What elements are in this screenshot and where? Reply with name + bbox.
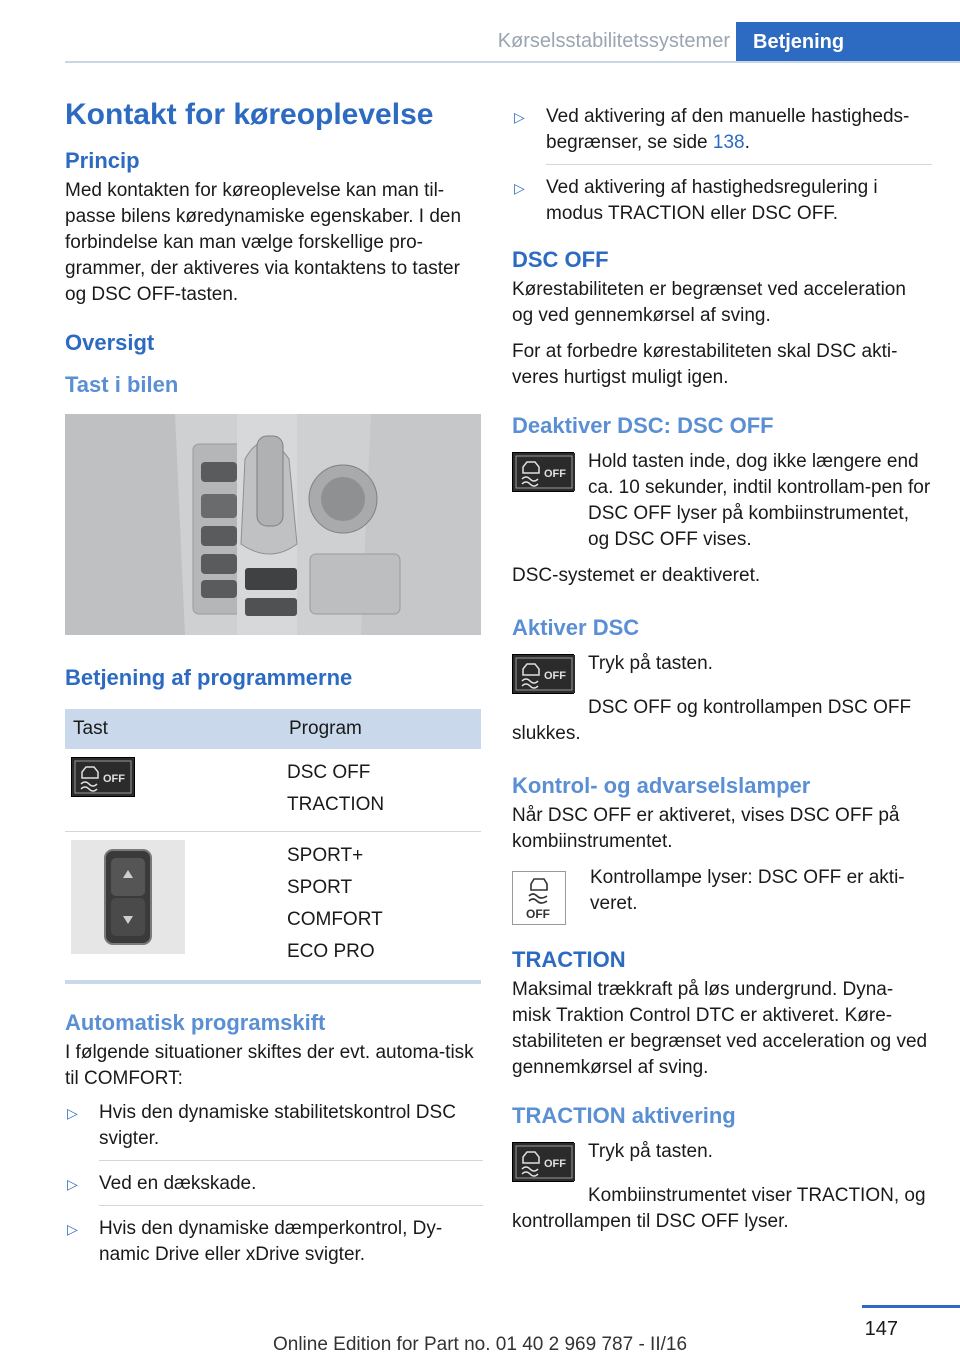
activate-text: Tryk på tasten. bbox=[588, 653, 713, 674]
table-header-program: Program bbox=[281, 709, 481, 749]
svg-text:OFF: OFF bbox=[544, 1158, 566, 1170]
table-row bbox=[65, 832, 481, 979]
overview-heading: Oversigt bbox=[65, 330, 155, 355]
program-sport-plus: SPORT+ bbox=[287, 845, 364, 866]
auto-list bbox=[65, 1100, 483, 1268]
program-comfort: COMFORT bbox=[287, 909, 383, 930]
dsc-off-button-icon bbox=[71, 757, 135, 797]
header-tab: Betjening bbox=[736, 22, 960, 62]
svg-text:OFF: OFF bbox=[526, 907, 550, 921]
deactivate-text: Hold tasten inde, dog ikke længere end ca. 10 sekunder, indtil kontrollam-pen for DSC OFF lyser på kombiinstrumentet, og DSC OFF vises. bbox=[588, 451, 931, 550]
right-column bbox=[512, 104, 932, 1245]
center-console-photo bbox=[65, 414, 481, 635]
program-traction: TRACTION bbox=[287, 794, 385, 815]
list-divider bbox=[99, 1205, 483, 1206]
triangle-bullet-icon: ▷ bbox=[514, 180, 525, 196]
header-rule bbox=[65, 61, 960, 63]
principle-text: Med kontakten for køreoplevelse kan man til-passe bilens køredynamiske egenskaber. I den forbindelse kan man vælge forskellige pro-grammer, der aktiveres via kontaktens to taster og DSC OFF-tasten. bbox=[65, 180, 462, 305]
lamps-text: Når DSC OFF er aktiveret, vises DSC OFF på kombiinstrumentet. bbox=[512, 805, 900, 852]
edition-footer: Online Edition for Part no. 01 40 2 969 787 - II/16 bbox=[272, 1334, 688, 1355]
program-dsc-off: DSC OFF bbox=[287, 762, 371, 783]
list-item: ▷ Ved aktivering af den manuelle hastigheds-begrænser, se side 138. bbox=[514, 106, 910, 153]
list-item: ▷ Ved aktivering af hastighedsregulering i modus TRACTION eller DSC OFF. bbox=[514, 177, 878, 224]
dsc-off-text-2: For at forbedre kørestabiliteten skal DSC akti-veres hurtigst muligt igen. bbox=[512, 341, 898, 388]
triangle-bullet-icon: ▷ bbox=[67, 1105, 78, 1121]
list-item: ▷ Hvis den dynamiske stabilitetskontrol DSC svigter. bbox=[67, 1102, 456, 1149]
deactivate-heading: Deaktiver DSC: DSC OFF bbox=[512, 413, 774, 438]
traction-activation-text: Tryk på tasten. bbox=[588, 1141, 713, 1162]
page-link[interactable]: 138 bbox=[712, 132, 745, 153]
triangle-bullet-icon: ▷ bbox=[67, 1176, 78, 1192]
lamps-heading: Kontrol- og advarselslamper bbox=[512, 773, 811, 798]
triangle-bullet-icon: ▷ bbox=[67, 1221, 78, 1237]
dsc-off-warning-lamp-icon bbox=[512, 871, 566, 925]
traction-activation-heading: TRACTION aktivering bbox=[512, 1103, 736, 1128]
svg-text:OFF: OFF bbox=[544, 670, 566, 682]
table-cell-key bbox=[65, 749, 281, 832]
traction-activation-block bbox=[512, 1139, 932, 1183]
dsc-off-button-icon bbox=[512, 1142, 574, 1182]
list-item: ▷ Hvis den dynamiske dæmperkontrol, Dy-namic Drive eller xDrive svigter. bbox=[67, 1218, 443, 1265]
dsc-off-heading: DSC OFF bbox=[512, 247, 609, 272]
lamp-block bbox=[512, 865, 932, 925]
program-sport: SPORT bbox=[287, 877, 353, 898]
programs-heading: Betjening af programmerne bbox=[65, 665, 353, 690]
list-divider bbox=[99, 1160, 483, 1161]
auto-heading: Automatisk programskift bbox=[65, 1010, 326, 1035]
deactivate-text-2: DSC-systemet er deaktiveret. bbox=[512, 565, 761, 586]
page-title: Kontakt for køreoplevelse bbox=[65, 98, 434, 131]
table-bottom-rule bbox=[65, 980, 481, 984]
table-cell-key bbox=[65, 832, 281, 979]
auto-text: I følgende situationer skiftes der evt. automa-tisk til COMFORT: bbox=[65, 1042, 474, 1089]
traction-activation-text-2: Kombiinstrumentet viser TRACTION, og kontrollampen til DSC OFF lyser. bbox=[512, 1185, 926, 1232]
traction-heading: TRACTION bbox=[512, 947, 626, 972]
button-heading: Tast i bilen bbox=[65, 372, 179, 397]
traction-text: Maksimal trækkraft på løs undergrund. Dyna-misk Traktion Control DTC er aktiveret. Køre-stabiliteten er begrænset ved acceleration og ved gennemkørsel af sving. bbox=[512, 979, 928, 1078]
page-number: 147 bbox=[864, 1318, 898, 1340]
triangle-bullet-icon: ▷ bbox=[514, 109, 525, 125]
left-column bbox=[65, 98, 483, 1280]
list-divider bbox=[546, 164, 932, 165]
dsc-off-button-icon bbox=[512, 452, 574, 492]
dsc-off-button-icon bbox=[512, 654, 574, 694]
activate-text-2: DSC OFF og kontrollampen DSC OFF slukkes. bbox=[512, 697, 912, 744]
speed-list bbox=[512, 104, 932, 227]
programs-table bbox=[65, 709, 481, 978]
rocker-switch-icon bbox=[71, 840, 185, 954]
footer-rule bbox=[862, 1305, 960, 1308]
table-row bbox=[65, 749, 481, 832]
list-item: ▷ Ved en dækskade. bbox=[65, 1171, 483, 1197]
table-header-row bbox=[65, 709, 481, 749]
activate-block bbox=[512, 651, 932, 695]
deactivate-block bbox=[512, 449, 932, 553]
principle-heading: Princip bbox=[65, 148, 140, 173]
header-section-title: Kørselsstabilitetssystemer bbox=[497, 30, 730, 52]
program-eco-pro: ECO PRO bbox=[287, 941, 375, 962]
svg-text:OFF: OFF bbox=[544, 468, 566, 480]
lamp-text: Kontrollampe lyser: DSC OFF er akti-veret. bbox=[590, 867, 905, 914]
svg-text:OFF: OFF bbox=[103, 773, 125, 785]
table-cell-program bbox=[281, 749, 481, 832]
table-cell-program bbox=[281, 832, 481, 979]
table-header-key: Tast bbox=[65, 709, 281, 749]
activate-heading: Aktiver DSC bbox=[512, 615, 640, 640]
dsc-off-text: Kørestabiliteten er begrænset ved acceleration og ved gennemkørsel af sving. bbox=[512, 279, 906, 326]
